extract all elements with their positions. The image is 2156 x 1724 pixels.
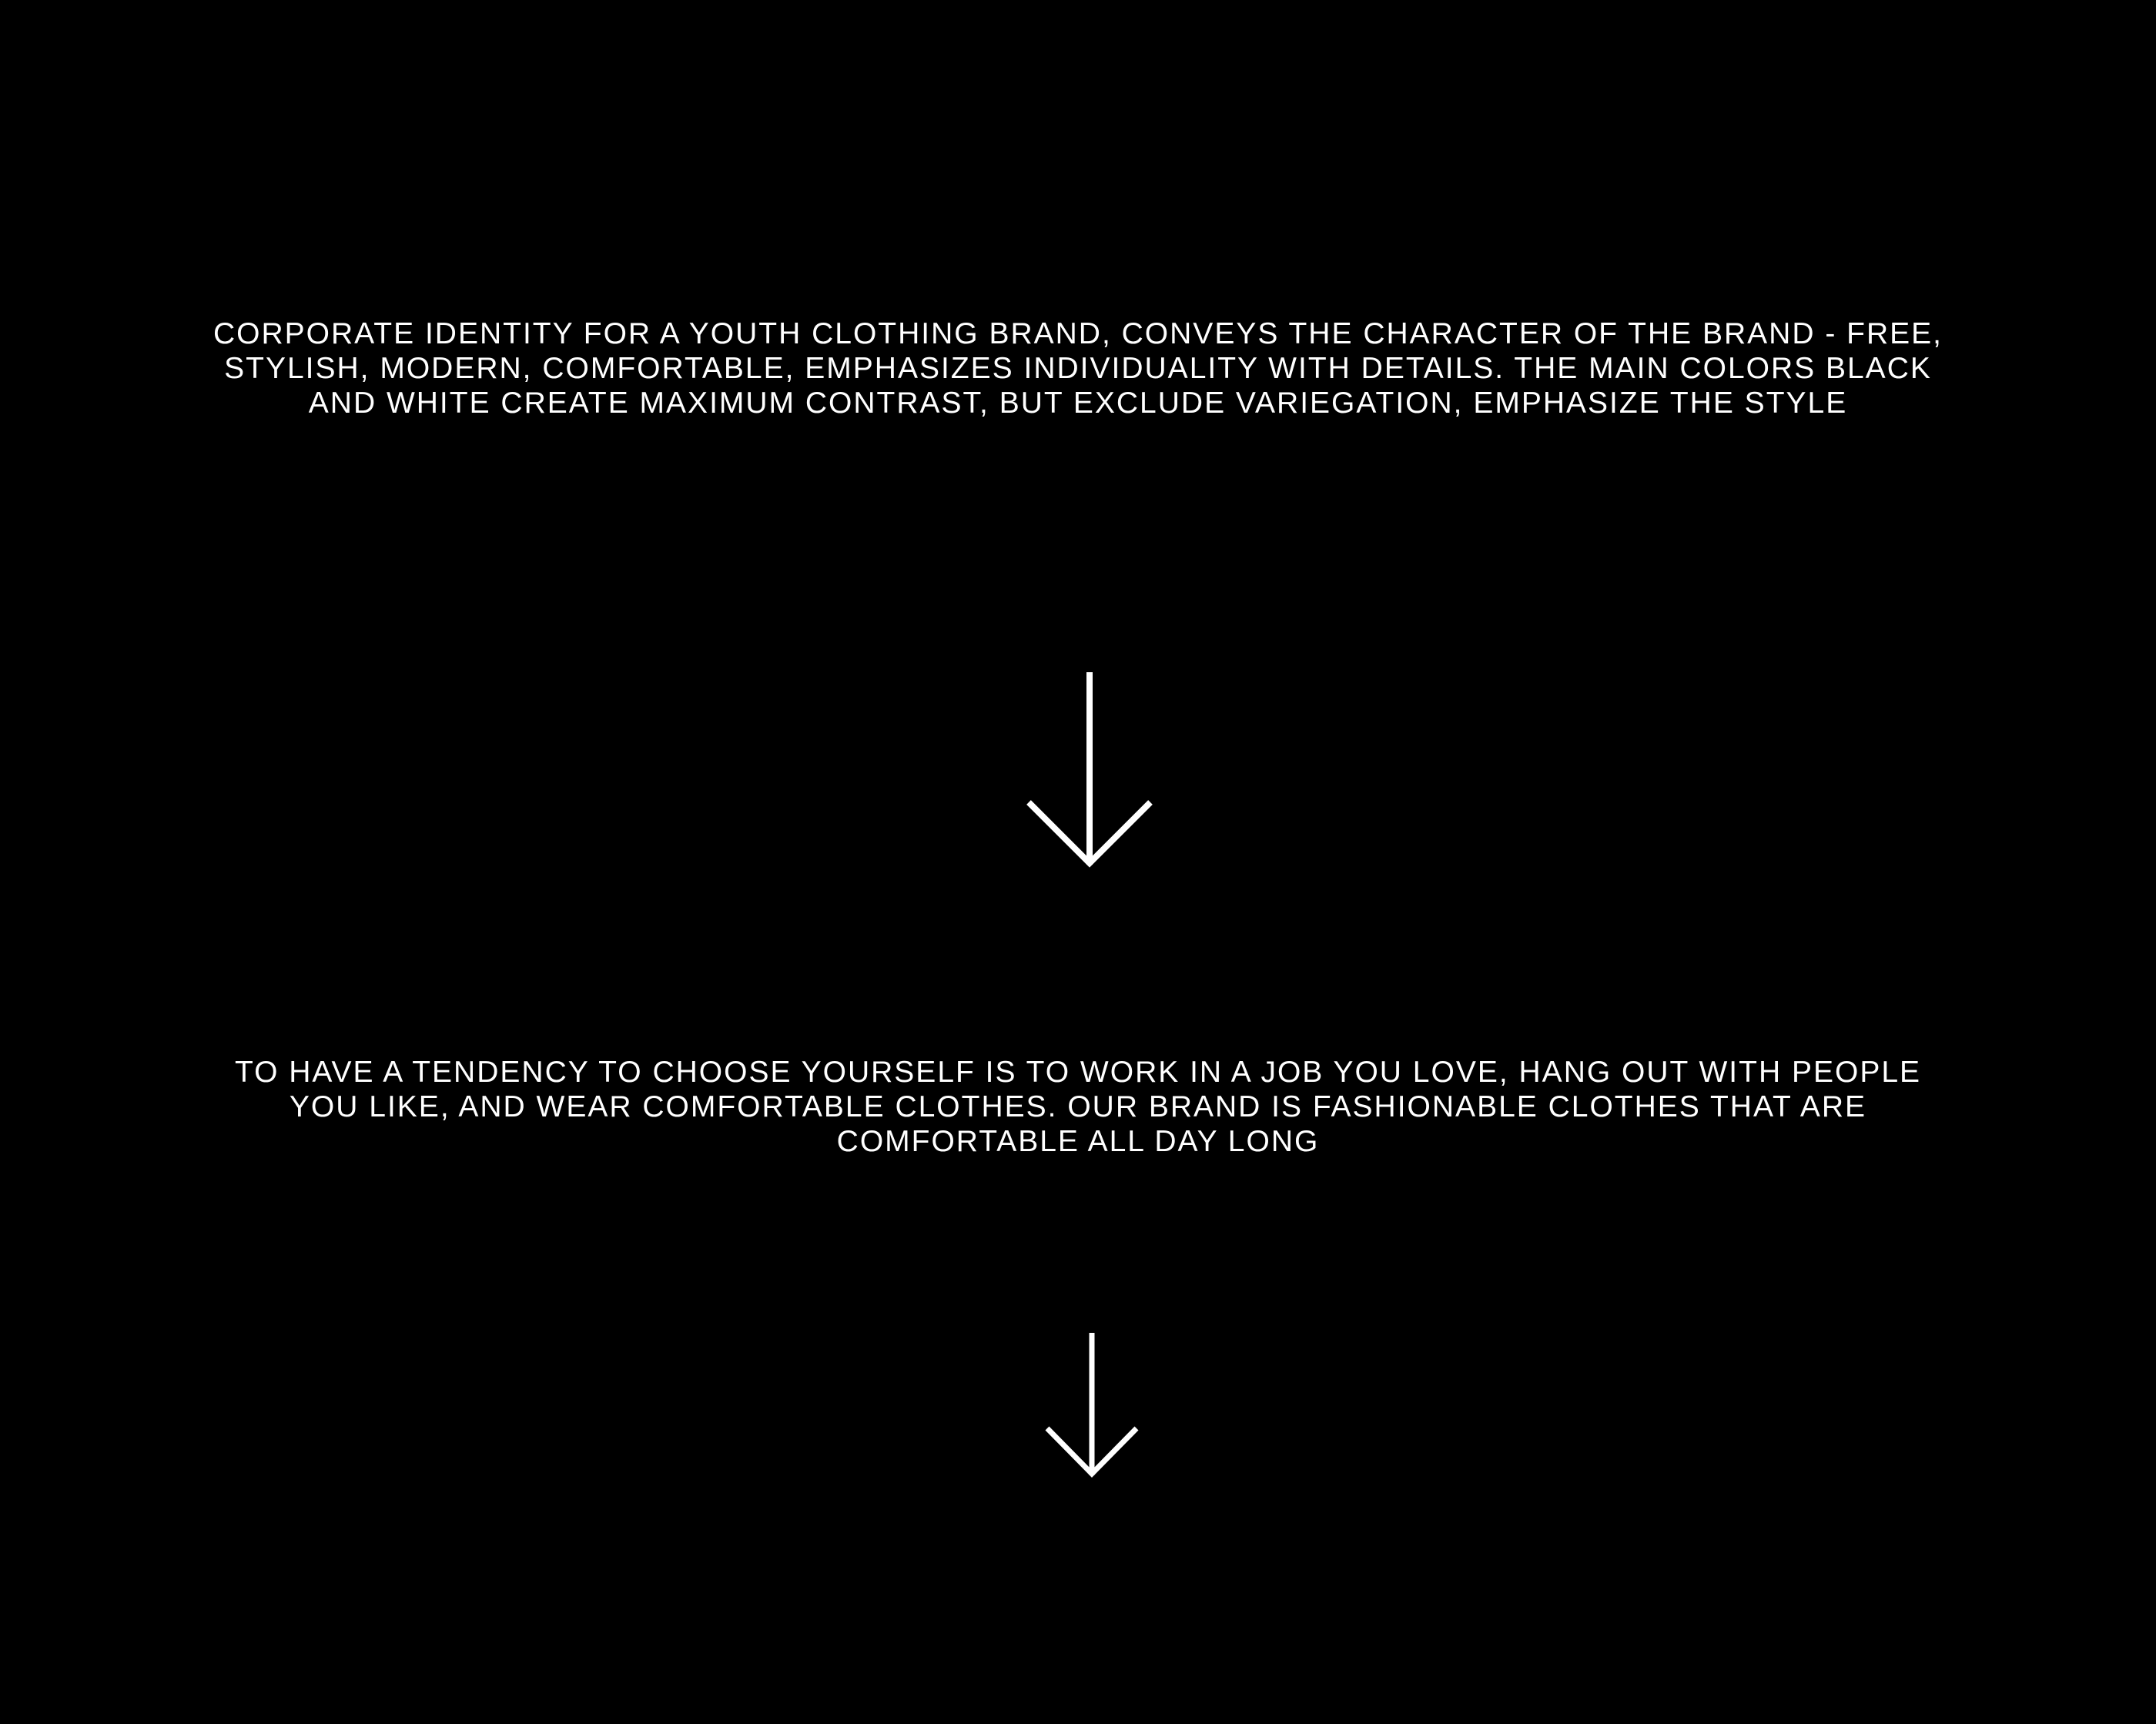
intro-line: AND WHITE CREATE MAXIMUM CONTRAST, BUT EXCLUDE VARIEGATION, EMPHASIZE THE STYLE <box>308 387 1848 420</box>
intro-line: STYLISH, MODERN, COMFORTABLE, EMPHASIZES INDIVIDUALITY WITH DETAILS. THE MAIN COLORS BLACK <box>224 352 1932 385</box>
philosophy-line: TO HAVE A TENDENCY TO CHOOSE YOURSELF IS TO WORK IN A JOB YOU LOVE, HANG OUT WITH PEOPLE <box>234 1056 1922 1089</box>
arrow-down-icon <box>1016 668 1163 872</box>
philosophy-line: YOU LIKE, AND WEAR COMFORTABLE CLOTHES. OUR BRAND IS FASHIONABLE CLOTHES THAT ARE <box>289 1090 1867 1123</box>
arrow-down-icon <box>1038 1331 1146 1481</box>
philosophy-line: COMFORTABLE ALL DAY LONG <box>836 1125 1320 1158</box>
intro-line: CORPORATE IDENTITY FOR A YOUTH CLOTHING BRAND, CONVEYS THE CHARACTER OF THE BRAND - FREE, <box>213 317 1943 350</box>
philosophy-paragraph <box>0 1055 2156 1159</box>
intro-paragraph <box>0 316 2156 420</box>
